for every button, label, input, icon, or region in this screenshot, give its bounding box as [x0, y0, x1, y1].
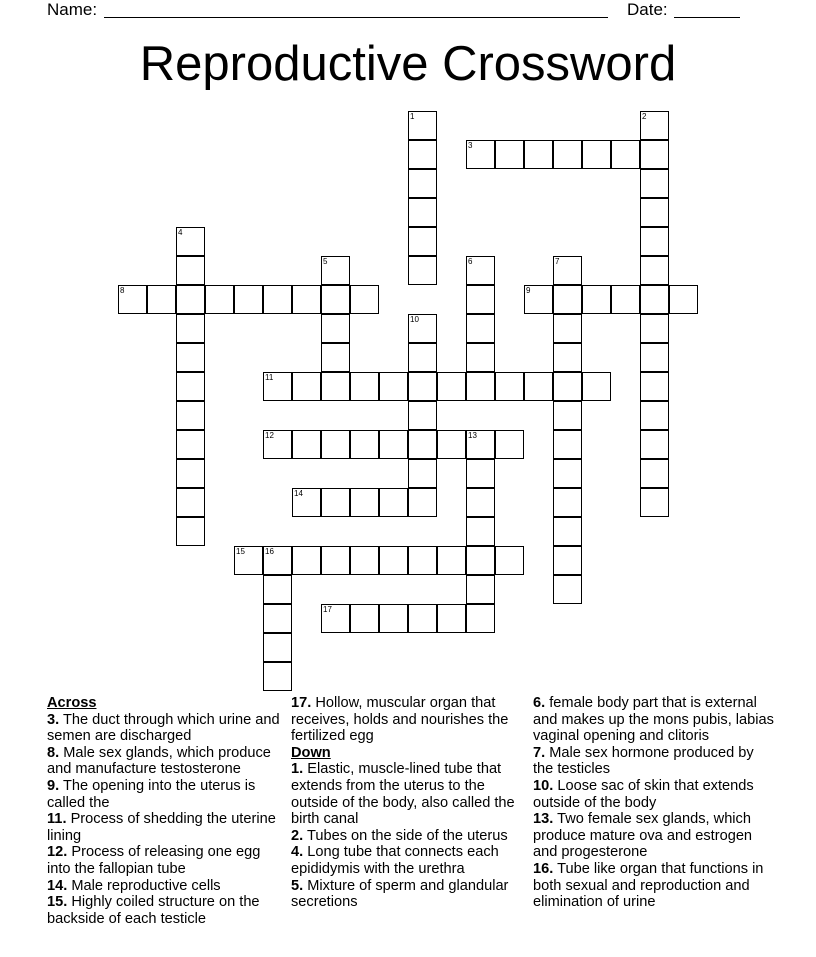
down-clue: 2. Tubes on the side of the uterus	[291, 827, 508, 844]
grid-cell[interactable]	[640, 459, 669, 488]
grid-cell[interactable]	[437, 430, 466, 459]
grid-cell[interactable]	[292, 372, 321, 401]
grid-cell[interactable]	[408, 314, 437, 343]
grid-cell[interactable]	[553, 256, 582, 285]
grid-cell[interactable]	[379, 488, 408, 517]
clue-number: 11	[265, 373, 274, 382]
grid-cell[interactable]	[640, 343, 669, 372]
grid-cell[interactable]	[553, 140, 582, 169]
grid-cell[interactable]	[263, 285, 292, 314]
down-clue: 10. Loose sac of skin that extends outside of the body	[533, 777, 754, 811]
across-clue: 11. Process of shedding the uterine lining	[47, 811, 276, 844]
grid-cell[interactable]	[524, 140, 553, 169]
grid-cell[interactable]	[408, 372, 437, 401]
across-clue: 9. The opening into the uterus is called the	[47, 777, 256, 811]
grid-cell[interactable]	[408, 227, 437, 256]
grid-cell[interactable]	[640, 314, 669, 343]
across-clue: 12. Process of releasing one egg into the fallopian tube	[47, 844, 261, 877]
grid-cell[interactable]	[321, 256, 350, 285]
across-clue: 3. The duct through which urine and semen are discharged	[47, 711, 280, 745]
grid-cell[interactable]	[553, 372, 582, 401]
grid-cell[interactable]	[553, 517, 582, 546]
grid-cell[interactable]	[205, 285, 234, 314]
clue-number: 12	[265, 431, 274, 440]
grid-cell[interactable]	[408, 111, 437, 140]
clue-number: 5	[323, 257, 328, 266]
grid-cell[interactable]	[321, 546, 350, 575]
clue-number: 14	[294, 489, 303, 498]
grid-cell[interactable]	[466, 285, 495, 314]
grid-cell[interactable]	[466, 517, 495, 546]
clue-number: 1	[410, 112, 415, 121]
grid-cell[interactable]	[466, 575, 495, 604]
grid-cell[interactable]	[495, 140, 524, 169]
grid-cell[interactable]	[176, 372, 205, 401]
grid-cell[interactable]	[350, 546, 379, 575]
grid-cell[interactable]	[176, 430, 205, 459]
down-clue: 4. Long tube that connects each epididymis with the urethra	[291, 844, 499, 877]
grid-cell[interactable]	[553, 401, 582, 430]
grid-cell[interactable]	[408, 546, 437, 575]
page-title: Reproductive Crossword	[139, 37, 677, 91]
grid-cell[interactable]	[176, 285, 205, 314]
grid-cell[interactable]	[553, 285, 582, 314]
grid-cell[interactable]	[466, 488, 495, 517]
grid-cell[interactable]	[466, 430, 495, 459]
grid-cell[interactable]	[408, 343, 437, 372]
grid-cell[interactable]	[408, 198, 437, 227]
clue-number: 9	[526, 286, 531, 295]
grid-cell[interactable]	[553, 314, 582, 343]
clue-number: 7	[555, 257, 560, 266]
grid-cell[interactable]	[176, 517, 205, 546]
date-label: Date:	[627, 0, 668, 19]
grid-cell[interactable]	[611, 140, 640, 169]
grid-cell[interactable]	[640, 430, 669, 459]
grid-cell[interactable]	[350, 285, 379, 314]
clue-number: 3	[468, 141, 473, 150]
grid-cell[interactable]	[553, 546, 582, 575]
grid-cell[interactable]	[176, 256, 205, 285]
across-clue: 14. Male reproductive cells	[47, 877, 221, 894]
grid-cell[interactable]	[466, 546, 495, 575]
grid-cell[interactable]	[263, 575, 292, 604]
grid-cell[interactable]	[321, 343, 350, 372]
clue-number: 16	[265, 547, 274, 556]
clue-number: 8	[120, 286, 125, 295]
clues-column-3	[533, 695, 778, 911]
grid-cell[interactable]	[350, 488, 379, 517]
grid-cell[interactable]	[466, 314, 495, 343]
grid-cell[interactable]	[408, 401, 437, 430]
grid-cell[interactable]	[582, 372, 611, 401]
clue-number: 10	[410, 315, 419, 324]
grid-cell[interactable]	[553, 459, 582, 488]
grid-cell[interactable]	[408, 169, 437, 198]
grid-cell[interactable]	[176, 401, 205, 430]
grid-cell[interactable]	[176, 227, 205, 256]
down-clue: 1. Elastic, muscle-lined tube that extends from the uterus to the outside of the body, also called the birth canal	[291, 761, 515, 828]
grid-cell[interactable]	[263, 633, 292, 662]
grid-cell[interactable]	[408, 604, 437, 633]
grid-cell[interactable]	[640, 111, 669, 140]
clues-column-1	[47, 695, 287, 927]
grid-cell[interactable]	[292, 488, 321, 517]
down-clue: 5. Mixture of sperm and glandular secretions	[291, 877, 509, 911]
clue-number: 17	[323, 605, 332, 614]
grid-cell[interactable]	[263, 372, 292, 401]
down-clue: 16. Tube like organ that functions in both sexual and reproduction and elimination of urine	[533, 860, 764, 911]
grid-cell[interactable]	[437, 604, 466, 633]
down-clue: 6. female body part that is external and makes up the mons pubis, labias vaginal opening and clitoris	[533, 695, 774, 745]
grid-cell[interactable]	[466, 372, 495, 401]
grid-cell[interactable]	[495, 372, 524, 401]
grid-cell[interactable]	[495, 430, 524, 459]
grid-cell[interactable]	[582, 140, 611, 169]
grid-cell[interactable]	[292, 430, 321, 459]
grid-cell[interactable]	[466, 459, 495, 488]
grid-cell[interactable]	[669, 285, 698, 314]
grid-cell[interactable]	[321, 430, 350, 459]
grid-cell[interactable]	[263, 546, 292, 575]
grid-cell[interactable]	[408, 459, 437, 488]
grid-cell[interactable]	[640, 372, 669, 401]
grid-cell[interactable]	[147, 285, 176, 314]
clue-number: 4	[178, 228, 183, 237]
grid-cell[interactable]	[234, 546, 263, 575]
grid-cell[interactable]	[466, 343, 495, 372]
grid-cell[interactable]	[379, 430, 408, 459]
grid-cell[interactable]	[466, 604, 495, 633]
grid-cell[interactable]	[611, 285, 640, 314]
grid-cell[interactable]	[234, 285, 263, 314]
name-label: Name:	[47, 0, 98, 19]
grid-cell[interactable]	[524, 285, 553, 314]
grid-cell[interactable]	[553, 430, 582, 459]
grid-cell[interactable]	[640, 401, 669, 430]
grid-cell[interactable]	[495, 546, 524, 575]
clue-number: 15	[236, 547, 245, 556]
grid-cell[interactable]	[640, 169, 669, 198]
grid-cell[interactable]	[263, 430, 292, 459]
grid-cell[interactable]	[321, 604, 350, 633]
grid-cell[interactable]	[466, 140, 495, 169]
grid-cell[interactable]	[321, 285, 350, 314]
grid-cell[interactable]	[640, 198, 669, 227]
across-clue: 8. Male sex glands, which produce and manufacture testosterone	[47, 744, 271, 778]
grid-cell[interactable]	[408, 488, 437, 517]
down-heading: Down	[291, 744, 331, 761]
grid-cell[interactable]	[118, 285, 147, 314]
grid-cell[interactable]	[379, 372, 408, 401]
grid-cell[interactable]	[263, 604, 292, 633]
across-clue: 15. Highly coiled structure on the backside of each testicle	[47, 894, 260, 927]
grid-cell[interactable]	[350, 604, 379, 633]
clue-number: 2	[642, 112, 647, 121]
grid-cell[interactable]	[408, 256, 437, 285]
grid-cell[interactable]	[408, 140, 437, 169]
grid-cell[interactable]	[553, 488, 582, 517]
grid-cell[interactable]	[176, 488, 205, 517]
across-heading: Across	[47, 695, 97, 711]
grid-cell[interactable]	[466, 256, 495, 285]
down-clue: 7. Male sex hormone produced by the testicles	[533, 744, 754, 778]
grid-cell[interactable]	[640, 227, 669, 256]
grid-cell[interactable]	[524, 372, 553, 401]
grid-cell[interactable]	[350, 372, 379, 401]
grid-cell[interactable]	[176, 459, 205, 488]
grid-cell[interactable]	[640, 488, 669, 517]
grid-cell[interactable]	[640, 285, 669, 314]
clues-column-2	[291, 695, 531, 911]
down-clue: 13. Two female sex glands, which produce mature ova and estrogen and progesterone	[533, 811, 753, 861]
grid-cell[interactable]	[582, 285, 611, 314]
grid-cell[interactable]	[379, 546, 408, 575]
grid-cell[interactable]	[553, 575, 582, 604]
grid-cell[interactable]	[292, 546, 321, 575]
across-clue: 17. Hollow, muscular organ that receives, holds and nourishes the fertilized egg	[291, 695, 509, 745]
grid-cell[interactable]	[553, 343, 582, 372]
grid-cell[interactable]	[292, 285, 321, 314]
grid-cell[interactable]	[176, 314, 205, 343]
grid-cell[interactable]	[640, 256, 669, 285]
grid-cell[interactable]	[437, 372, 466, 401]
grid-cell[interactable]	[263, 662, 292, 691]
grid-cell[interactable]	[350, 430, 379, 459]
grid-cell[interactable]	[176, 343, 205, 372]
grid-cell[interactable]	[379, 604, 408, 633]
clue-number: 13	[468, 431, 477, 440]
grid-cell[interactable]	[321, 314, 350, 343]
grid-cell[interactable]	[321, 488, 350, 517]
grid-cell[interactable]	[640, 140, 669, 169]
clue-number: 6	[468, 257, 473, 266]
grid-cell[interactable]	[321, 372, 350, 401]
grid-cell[interactable]	[408, 430, 437, 459]
grid-cell[interactable]	[437, 546, 466, 575]
